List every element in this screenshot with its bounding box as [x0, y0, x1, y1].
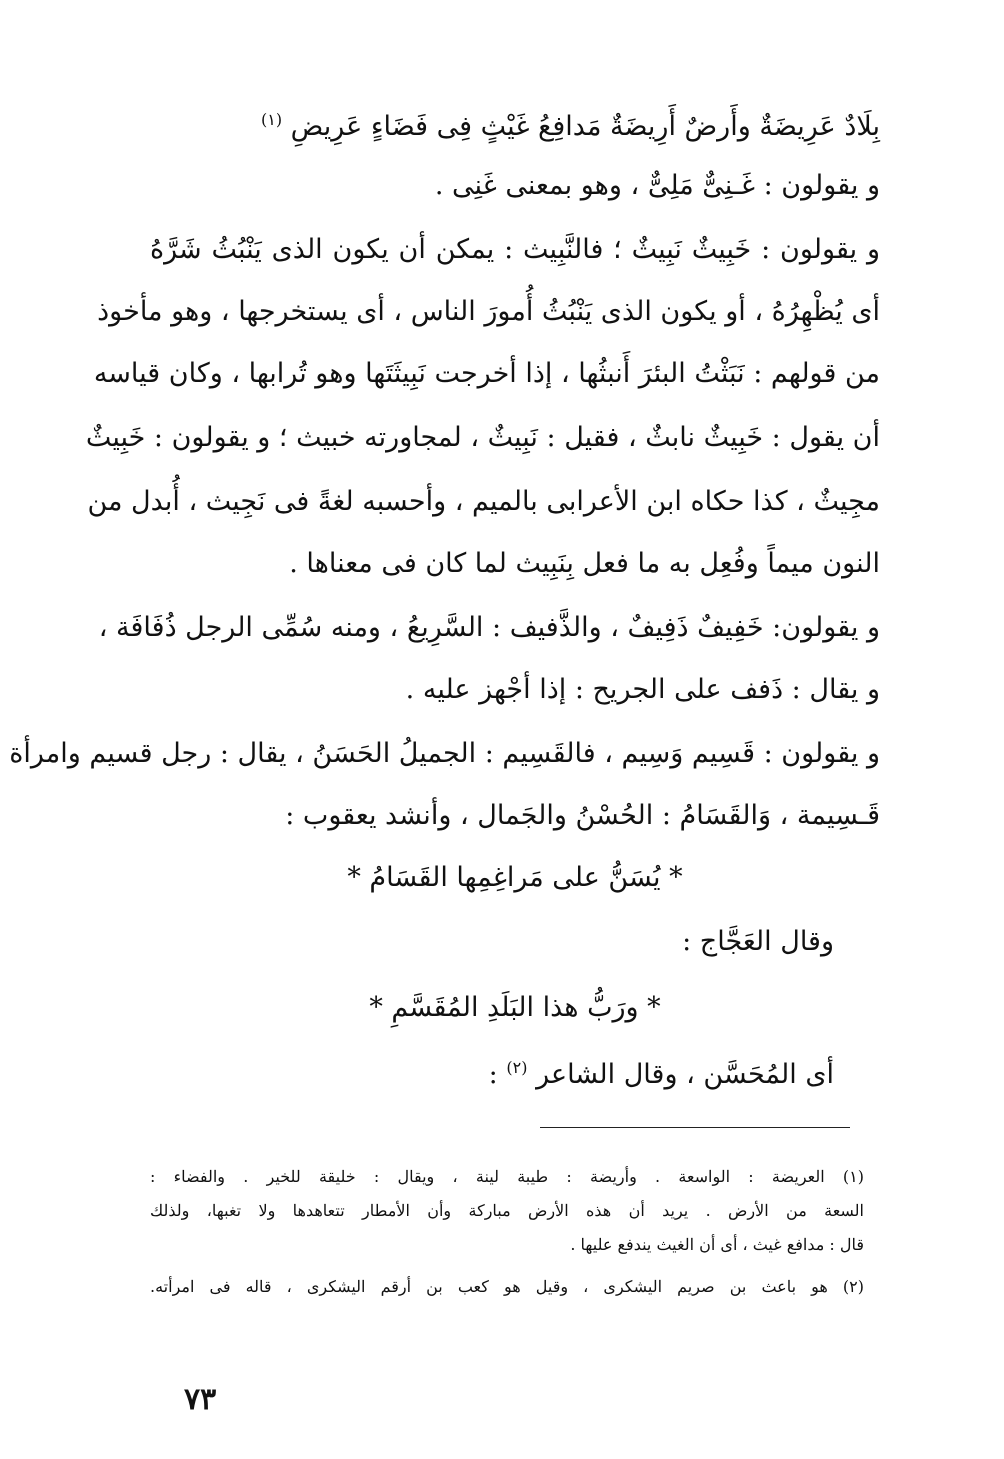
verse-line-1 — [150, 100, 880, 147]
footnote-1-line: السعة من الأرض . يريد أن هذه الأرض مباركة وأن الأمطار تتعاهدها ولا تغبها، ولذلك — [150, 1201, 864, 1220]
text-line: أن يقول : خَبِيثٌ نابثٌ ، فقيل : نَبِيثٌ ، لمجاورته خبيث ؛ و يقولون : خَبِيثٌ — [85, 422, 880, 453]
page-number: ٧٣ — [184, 1382, 217, 1417]
footnote-1-line: (١) العريضة : الواسعة . وأريضة : طيبة لينة ، ويقال : خليقة للخير . والفضاء : — [150, 1167, 864, 1186]
text-line: وقال العَجَّاج : — [682, 926, 834, 957]
text-line: و يقال : ذَفف على الجريح : إذا أجْهز عليه . — [405, 674, 880, 705]
text-line: و يقولون : غَـنِىٌّ مَلِىٌّ ، وهو بمعنى غَنِى . — [434, 170, 880, 201]
text-line: مجِيثٌ ، كذا حكاه ابن الأعرابى بالميم ، وأحسبه لغةً فى نَجِيث ، أُبدل من — [87, 486, 880, 517]
text-line — [150, 1048, 834, 1095]
text-line: و يقولون : قَسِيم وَسِيم ، فالقَسِيم : الجميلُ الحَسَنُ ، يقال : رجل قسيم وامرأة — [9, 738, 880, 769]
footnote-ref-1: (١) — [260, 110, 283, 129]
line-text: أى المُحَسَّن ، وقال الشاعر — [536, 1059, 834, 1090]
footnote-ref-2: (٢) — [506, 1058, 528, 1077]
text-line: من قولهم : نَبَثْتُ البئرَ أَنبثُها ، إذا أخرجت نَبِيثَتَها وهو تُرابها ، وكان قياسه — [93, 358, 880, 389]
verse-quote: * ورَبُّ هذا البَلَدِ المُقَسَّمِ * — [369, 992, 661, 1023]
footnote-1-line: قال : مدافع غيث ، أى أن الغيث يندفع عليها . — [570, 1235, 864, 1254]
footnote-2-line: (٢) هو باعث بن صريم اليشكرى ، وقيل هو كعب بن أرقم اليشكرى ، قاله فى امرأته. — [150, 1277, 864, 1296]
text-line: قَـسِيمة ، وَالقَسَامُ : الحُسْنُ والجَمال ، وأنشد يعقوب : — [285, 800, 880, 831]
text-line: و يقولون : خَبِيثٌ نَبِيثٌ ؛ فالنَّبِيث : يمكن أن يكون الذى يَنْبُثُ شَرَّهُ — [150, 234, 880, 265]
colon: : — [488, 1059, 498, 1090]
footnote-divider — [540, 1127, 850, 1128]
text-line: و يقولون: خَفِيفٌ ذَفِيفٌ ، والذَّفيف : السَّرِيعُ ، ومنه سُمِّى الرجل ذُفَافَة ، — [98, 612, 880, 643]
verse-quote: * يُسَنُّ على مَراغِمِها القَسَامُ * — [347, 862, 683, 893]
verse-text: بِلَادٌ عَرِيضَةٌ وأَرضٌ أَرِيضَةٌ مَدافِعُ غَيْثٍ فِى فَضَاءٍ عَرِيضِ — [290, 111, 880, 142]
text-line: النون ميماً وفُعِل به ما فعل بِنَبِيث لما كان فى معناها . — [289, 548, 880, 579]
text-line: أى يُظْهِرُهُ ، أو يكون الذى يَنْبُثُ أُمورَ الناس ، أى يستخرجها ، وهو مأخوذ — [97, 296, 880, 327]
